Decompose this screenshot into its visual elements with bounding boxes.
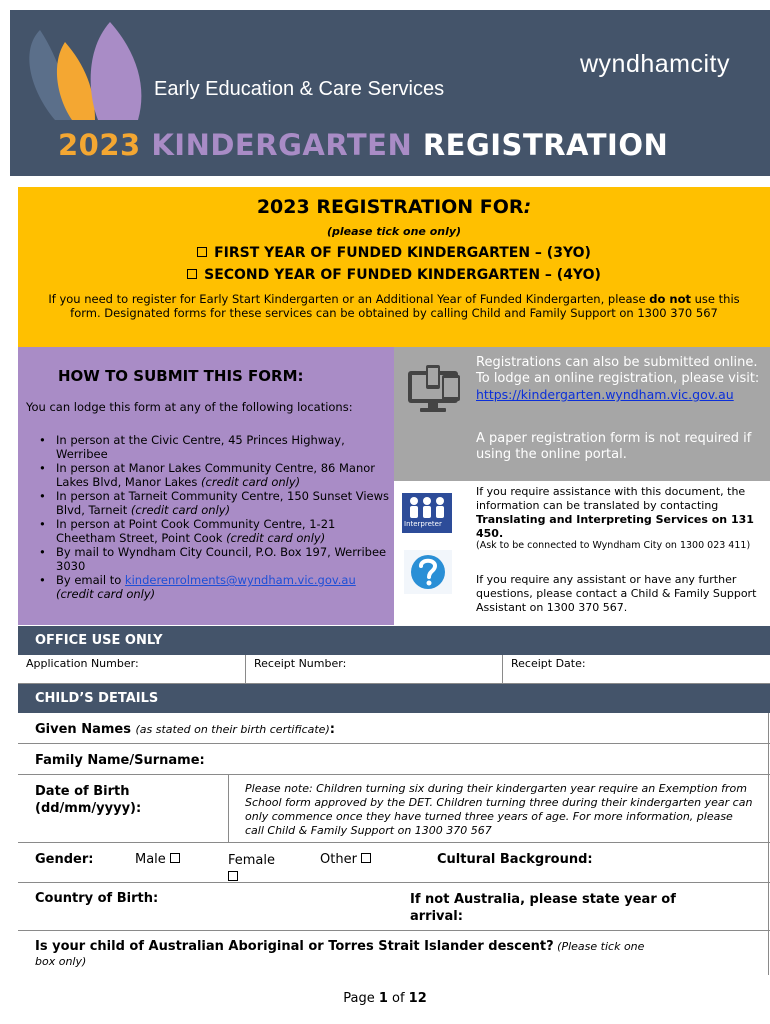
how-to-submit-title: HOW TO SUBMIT THIS FORM: — [58, 367, 304, 385]
tis-connect-note: (Ask to be connected to Wyndham City on 1300 023 411) — [476, 540, 751, 551]
gender-female-option[interactable] — [228, 852, 275, 886]
page-label: Page — [343, 991, 379, 1006]
checkbox-4yo[interactable] — [187, 269, 197, 279]
list-item — [56, 517, 390, 545]
location-civic-centre: In person at the Civic Centre, 45 Princes Highway, Werribee — [56, 433, 345, 461]
given-names-colon: : — [329, 722, 335, 737]
list-item — [56, 489, 390, 517]
total-pages: 12 — [408, 991, 427, 1006]
header-banner — [10, 10, 770, 120]
current-page: 1 — [378, 991, 388, 1006]
interpreter-label: Interpreter — [404, 520, 442, 528]
divider — [18, 842, 770, 843]
option-3yo[interactable] — [18, 245, 770, 261]
gender-label: Gender: — [35, 852, 94, 867]
locations-list — [56, 433, 390, 601]
list-item — [56, 433, 390, 461]
title-year: 2023 — [58, 128, 141, 162]
early-start-note — [32, 292, 756, 320]
leaves-logo-icon — [10, 10, 150, 120]
date-of-birth-label[interactable] — [35, 783, 141, 817]
note-text-1: If you need to register for Early Start Kindergarten or an Additional Year of Funded Kindergarten, please — [48, 292, 650, 306]
translation-text: If you require assistance with this document, the information can be translated by contacting — [476, 485, 746, 512]
divider — [228, 775, 229, 842]
tick-instruction: (please tick one only) — [326, 225, 462, 238]
divider — [502, 655, 503, 683]
of-label: of — [387, 991, 409, 1006]
male-label: Male — [135, 852, 166, 867]
given-names-label[interactable] — [35, 722, 335, 737]
checkbox-female[interactable] — [228, 871, 238, 881]
age-exemption-note: Please note: Children turning six during their kindergarten year require an Exemption from School form approved by the DET. Children turning three during their kindergarten year can only commence once they have turned three years of age. For more information, please call Child & Family Support on 1300 370 567 — [245, 782, 753, 837]
location-manor-lakes: In person at Manor Lakes Community Centre, 86 Manor Lakes Blvd, Manor Lakes — [56, 461, 376, 489]
online-text-body: Registrations can also be submitted online. To lodge an online registration, please visit: — [476, 355, 760, 386]
female-label: Female — [228, 853, 276, 868]
divider — [18, 930, 770, 931]
receipt-date-label: Receipt Date: — [511, 657, 586, 670]
arrival-year-label[interactable] — [410, 891, 676, 925]
credit-card-note: (credit card only) — [226, 531, 326, 545]
credit-card-note: (credit card only) — [130, 503, 231, 517]
header-subtitle: Early Education & Care Services — [154, 78, 445, 100]
divider — [18, 882, 770, 883]
credit-card-note: (credit card only) — [201, 475, 301, 489]
online-text — [476, 355, 766, 404]
atsi-hint: box only) — [35, 955, 87, 968]
location-mail: By mail to Wyndham City Council, P.O. Box 197, Werribee 3030 — [56, 545, 387, 573]
email-link[interactable]: kinderenrolments@wyndham.vic.gov.au — [124, 573, 356, 587]
location-email-label: By email to — [56, 573, 125, 587]
online-registration-section — [394, 347, 770, 481]
application-number-label: Application Number: — [26, 657, 139, 670]
divider — [18, 774, 770, 775]
list-item — [56, 573, 390, 601]
given-names-text: Given Names — [35, 722, 131, 737]
office-use-header: OFFICE USE ONLY — [18, 626, 770, 655]
arrival-label-line1: If not Australia, please state year of — [410, 892, 676, 907]
assistance-section — [394, 481, 770, 625]
atsi-question-text: Is your child of Australian Aboriginal or Torres Strait Islander descent? — [35, 939, 554, 954]
list-item — [56, 461, 390, 489]
dob-label-line2: (dd/mm/yyyy): — [35, 801, 142, 816]
how-to-submit-section — [18, 347, 394, 625]
gender-male-option[interactable] — [135, 852, 180, 867]
registration-for-section — [18, 187, 770, 347]
given-names-hint: (as stated on their birth certificate) — [135, 723, 330, 736]
gender-other-option[interactable] — [320, 852, 371, 867]
registration-heading-text: 2023 REGISTRATION FOR — [256, 196, 524, 218]
title-bar — [10, 120, 770, 176]
title-kindergarten: KINDERGARTEN — [151, 128, 413, 162]
checkbox-male[interactable] — [170, 853, 180, 863]
title-registration: REGISTRATION — [422, 128, 669, 162]
tis-number: Translating and Interpreting Services on 131 450. — [476, 513, 754, 540]
people-icon — [402, 495, 452, 521]
paper-form-note: A paper registration form is not required if using the online portal. — [476, 431, 752, 462]
divider — [245, 655, 246, 683]
translation-info — [476, 485, 766, 541]
registration-heading — [18, 196, 770, 218]
question-mark-icon — [404, 550, 452, 594]
child-details-header: CHILD’S DETAILS — [18, 684, 770, 713]
atsi-hint: (Please tick one — [553, 940, 645, 953]
office-use-row — [18, 655, 770, 684]
location-point-cook: In person at Point Cook Community Centre, 1-21 Cheetham Street, Point Cook — [56, 517, 336, 545]
dob-label-line1: Date of Birth — [35, 784, 130, 799]
note-text-2: use this form. Designated forms for these services can be obtained by calling Child and Family Support on 1300 370 567 — [70, 292, 740, 320]
option-4yo[interactable] — [18, 267, 770, 283]
brand-logo-text: wyndhamcity — [580, 50, 730, 78]
page-title — [58, 128, 668, 162]
devices-icon — [406, 363, 464, 413]
support-contact-info: If you require any assistant or have any further questions, please contact a Child & Family Support Assistant on 1300 370 567. — [476, 573, 757, 614]
page-number — [0, 991, 770, 1006]
option-4yo-label: SECOND YEAR OF FUNDED KINDERGARTEN – (4YO) — [204, 267, 601, 283]
checkbox-3yo[interactable] — [197, 247, 207, 257]
receipt-number-label: Receipt Number: — [254, 657, 347, 670]
kindergarten-portal-link[interactable]: https://kindergarten.wyndham.vic.gov.au — [476, 387, 734, 402]
credit-card-note: (credit card only) — [56, 587, 156, 601]
how-to-submit-intro: You can lodge this form at any of the following locations: — [26, 400, 353, 414]
list-item — [56, 545, 390, 573]
option-3yo-label: FIRST YEAR OF FUNDED KINDERGARTEN – (3YO) — [214, 245, 591, 261]
divider — [768, 713, 769, 975]
other-label: Other — [320, 852, 357, 867]
family-name-label[interactable]: Family Name/Surname: — [35, 753, 205, 768]
location-tarneit: In person at Tarneit Community Centre, 150 Sunset Views Blvd, Tarneit — [56, 489, 390, 517]
checkbox-other[interactable] — [361, 853, 371, 863]
country-of-birth-label[interactable]: Country of Birth: — [35, 891, 159, 906]
arrival-label-line2: arrival: — [410, 909, 463, 924]
note-bold: do not — [649, 292, 691, 306]
registration-heading-colon: : — [523, 196, 532, 218]
cultural-background-label[interactable]: Cultural Background: — [437, 852, 593, 867]
atsi-question — [35, 939, 725, 969]
interpreter-icon — [402, 493, 452, 533]
divider — [18, 743, 770, 744]
